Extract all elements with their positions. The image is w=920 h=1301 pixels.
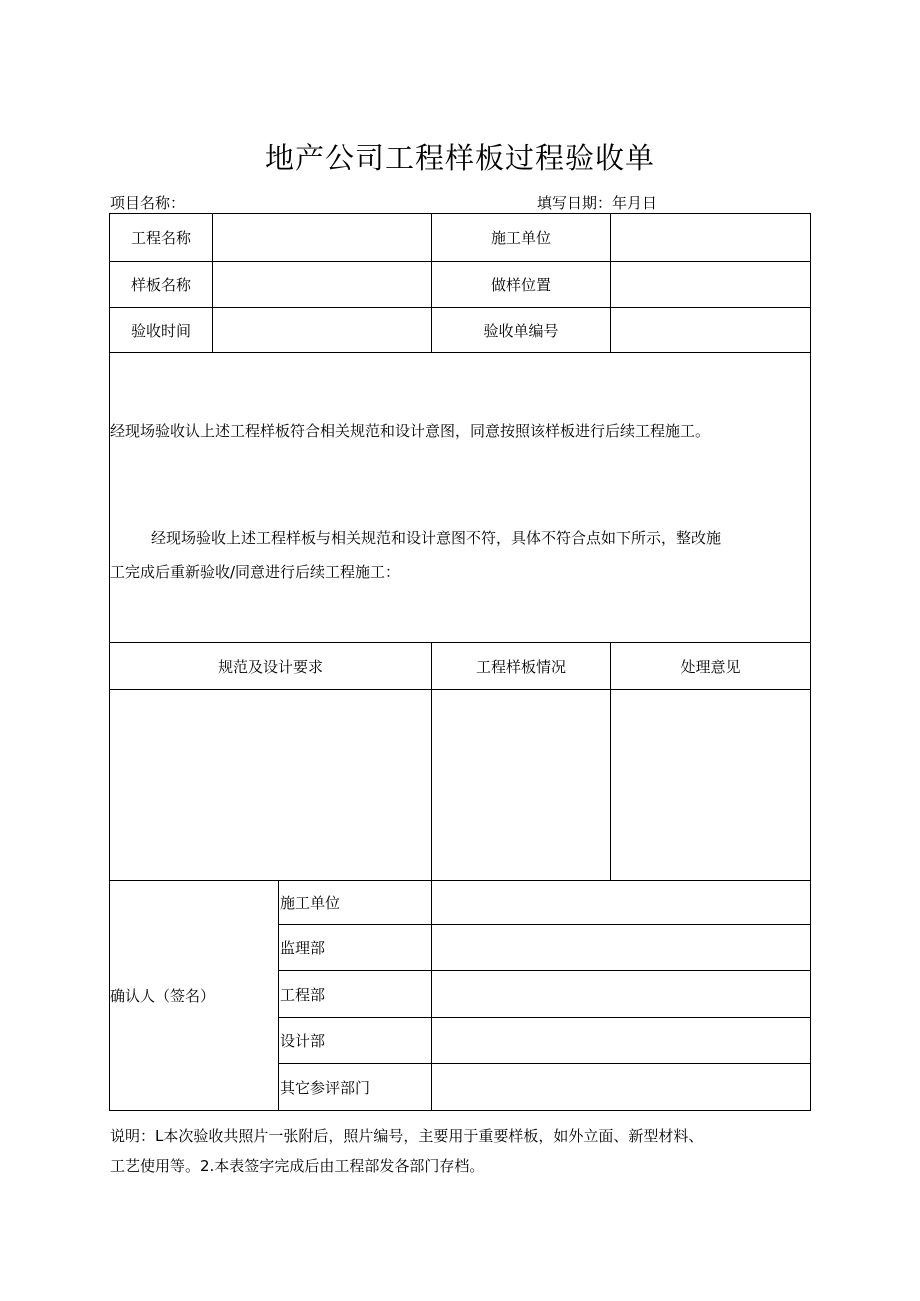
fail-opinion-text-line1: 经现场验收上述工程样板与相关规范和设计意图不符，具体不符合点如下所示，整改施 <box>151 529 722 547</box>
handling-opinion-header: 处理意见 <box>680 657 741 676</box>
handling-opinion-field[interactable] <box>611 690 810 880</box>
sample-name-label: 样板名称 <box>130 276 191 294</box>
dept-construction-unit-label: 施工单位 <box>280 894 341 912</box>
acceptance-time-label: 验收时间 <box>130 321 191 340</box>
note-line1: 说明：L本次验收共照片一张附后，照片编号，主要用于重要样板，如外立面、新型材料、 <box>110 1127 704 1145</box>
signature-field-supervision[interactable] <box>432 925 810 970</box>
acceptance-time-field[interactable] <box>214 308 430 352</box>
acceptance-number-label: 验收单编号 <box>483 321 559 340</box>
dept-engineering-label: 工程部 <box>280 985 326 1004</box>
signature-field-design[interactable] <box>432 1018 810 1063</box>
note <box>110 1121 810 1181</box>
table-line <box>109 1110 811 1111</box>
dept-design-label: 设计部 <box>280 1032 326 1050</box>
fail-opinion-text-line2: 工完成后重新验收/同意进行后续工程施工： <box>110 563 401 581</box>
sample-name-field[interactable] <box>214 262 430 307</box>
table-line <box>610 213 611 353</box>
pass-opinion-text: 经现场验收认上述工程样板符合相关规范和设计意图，同意按照该样板进行后续工程施工。 <box>110 422 711 440</box>
sample-location-label: 做样位置 <box>490 276 551 294</box>
construction-unit-field[interactable] <box>612 214 809 261</box>
table-line <box>109 352 811 353</box>
sample-location-field[interactable] <box>612 262 809 307</box>
table-line <box>278 880 279 1111</box>
table-line <box>212 213 213 353</box>
sample-status-field[interactable] <box>432 690 610 880</box>
construction-unit-label: 施工单位 <box>490 229 551 247</box>
project-name-field[interactable] <box>214 214 430 261</box>
project-name-label-cell: 工程名称 <box>130 229 191 247</box>
spec-requirement-header: 规范及设计要求 <box>217 657 323 676</box>
signature-field-other[interactable] <box>432 1064 810 1110</box>
dept-supervision-label: 监理部 <box>280 939 326 957</box>
signature-field-construction-unit[interactable] <box>432 881 810 924</box>
sample-status-header: 工程样板情况 <box>475 657 566 676</box>
spec-requirement-field[interactable] <box>110 690 431 880</box>
dept-other-label: 其它参评部门 <box>280 1078 371 1097</box>
signature-field-engineering[interactable] <box>432 971 810 1017</box>
acceptance-number-field[interactable] <box>612 308 809 352</box>
table-line <box>810 213 811 1111</box>
page-title: 地产公司工程样板过程验收单 <box>264 141 655 175</box>
project-name-label: 项目名称： <box>110 194 186 212</box>
confirmer-signature-label: 确认人（签名） <box>110 987 216 1005</box>
note-line2: 工艺使用等。2.本表签字完成后由工程部发各部门存档。 <box>110 1157 485 1175</box>
fill-date-label: 填写日期：年月日 <box>537 194 658 212</box>
